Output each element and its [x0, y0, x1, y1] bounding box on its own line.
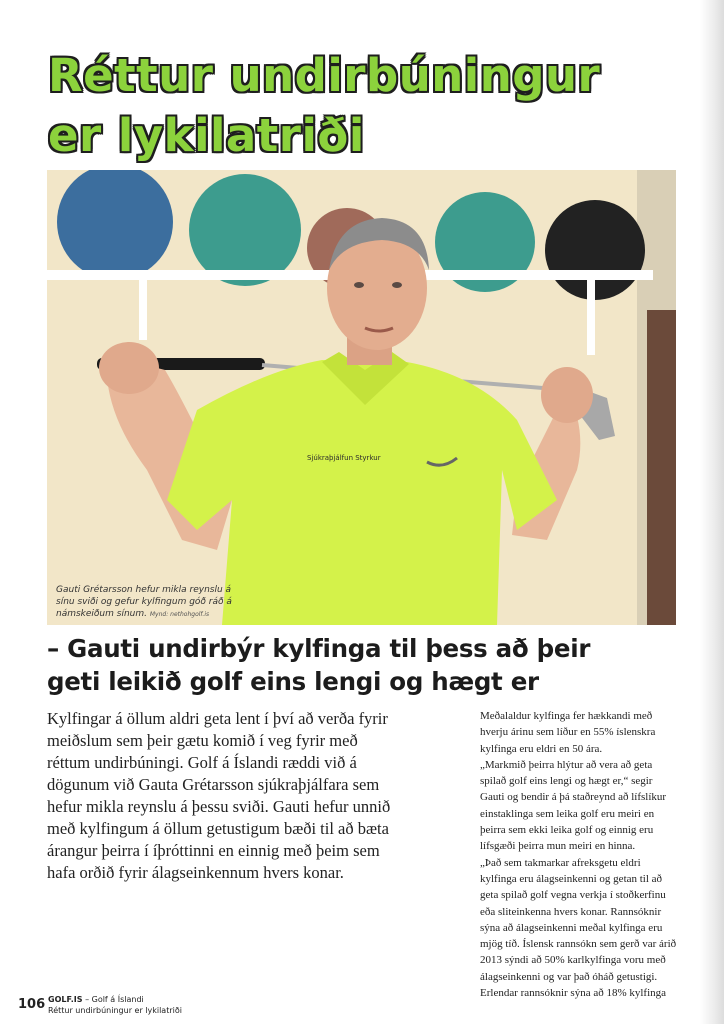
body-line: hverju árinu sem líður en 55% íslenskra	[480, 726, 656, 739]
body-line: mjög tíð. Íslensk rannsókn sem gerð var árið	[480, 938, 677, 951]
photo-caption	[56, 584, 241, 621]
lead-line: hafa orðið fyrir álagseinkennum hvers konar.	[47, 863, 344, 882]
body-line: þeirra sem ekki leika golf og einnig eru	[480, 824, 654, 837]
body-line: 2013 sýndi að 50% karlkylfinga voru með	[480, 954, 666, 967]
lead-line: Kylfingar á öllum aldri geta lent í því að verða fyrir	[47, 709, 388, 728]
lead-line: réttum undirbúningi. Golf á Íslandi ræddi við á	[47, 753, 357, 772]
door-dark	[647, 310, 676, 625]
body-line: sýna að álagseinkenni meðal kylfinga eru	[480, 921, 663, 934]
body-line: kylfinga eru álagseinkenni og getan til að	[480, 872, 663, 885]
lead-line: meiðslum sem þeir gætu komið í veg fyrir með	[47, 731, 358, 750]
eye-right	[392, 282, 402, 288]
subhead-line-1: – Gauti undirbýr kylfinga til þess að þeir	[47, 634, 591, 663]
eye-left	[354, 282, 364, 288]
footer-article-title: Réttur undirbúningur er lykilatriði	[48, 1006, 182, 1015]
lead-paragraph	[47, 708, 457, 884]
lead-line: árangur þeirra í íþróttinni en einnig með þeim sem	[47, 841, 380, 860]
page-edge-shadow	[700, 0, 724, 1024]
body-line: geta spilað golf vegna verkja í stoðkerfinu	[480, 889, 666, 902]
body-line: Gauti og bendir á þá staðreynd að lífslíkur	[480, 791, 667, 804]
body-line: lífsgæði þeirra mun meiri en hinna.	[480, 840, 636, 853]
headline-line-1: Réttur undirbúningur	[48, 49, 601, 102]
body-column	[480, 708, 680, 1001]
lead-line: með kylfingum á öllum getustigum bæði til að bæta	[47, 819, 389, 838]
headline-line-2: er lykilatriði	[48, 109, 365, 162]
left-hand	[99, 342, 159, 394]
footer-text	[48, 994, 182, 1016]
body-line: einstaklinga sem leika golf eru meiri en	[480, 807, 655, 820]
article-subheadline	[47, 632, 677, 698]
photo-illustration	[47, 170, 676, 625]
article-headline	[48, 46, 600, 166]
body-line: „Markmið þeirra hlýtur að vera að geta	[480, 758, 653, 771]
lead-line: dögunum við Gauta Grétarsson sjúkraþjálfara sem	[47, 775, 380, 794]
photo-credit: Mynd: nethohgolf.is	[149, 611, 210, 618]
body-line: Erlendar rannsóknir sýna að 18% kylfinga	[480, 987, 667, 1000]
caption-text: Gauti Grétarsson hefur mikla reynslu á sínu sviði og gefur kylfingum góð ráð á námskeiðum sínum.	[56, 585, 232, 619]
subhead-line-2: geti leikið golf eins lengi og hægt er	[47, 667, 539, 696]
shelf-bracket-right	[587, 280, 595, 355]
lead-line: hefur mikla reynslu á þessu sviði. Gauti hefur unnið	[47, 797, 391, 816]
body-line: „Það sem takmarkar afreksgetu eldri	[480, 856, 641, 869]
body-line: eða sliteinkenna hvers konar. Rannsóknir	[480, 905, 662, 918]
footer-brand[interactable]: GOLF.IS	[48, 995, 83, 1004]
footer-section: – Golf á Íslandi	[82, 995, 144, 1004]
body-line: álagseinkenni og var það óháð getustigi.	[480, 970, 658, 983]
article-photo	[47, 170, 676, 625]
shelf-bracket-left	[139, 280, 147, 340]
exercise-ball-teal-left	[189, 174, 301, 286]
body-line: Meðalaldur kylfinga fer hækkandi með	[480, 710, 653, 722]
shirt-logo-text: Sjúkraþjálfun Styrkur	[307, 454, 381, 462]
right-hand	[541, 367, 593, 423]
body-line: kylfinga eru eldri en 50 ára.	[480, 742, 603, 755]
page-number: 106	[18, 997, 46, 1012]
body-line: spilað golf eins lengi og hægt er,“ segir	[480, 775, 653, 788]
